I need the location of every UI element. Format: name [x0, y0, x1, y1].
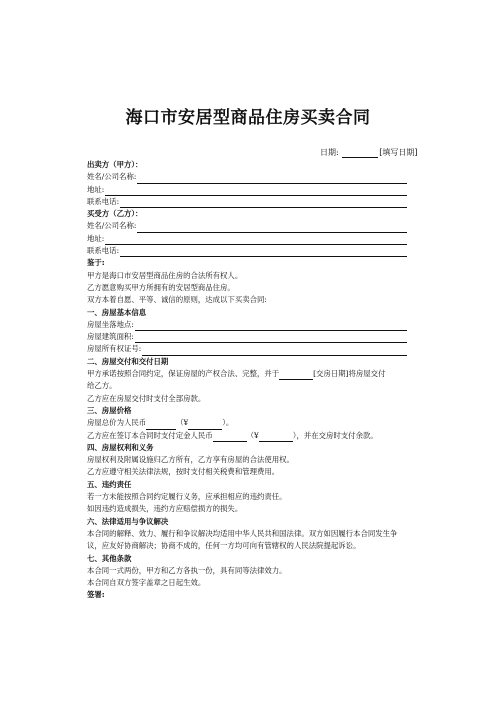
date-label: 日期: [320, 148, 339, 157]
document-title: 海口市安居型商品住房买卖合同 [125, 108, 371, 128]
date-placeholder: [填写日期] [379, 148, 418, 157]
seller-phone-label: 联系电话: [87, 196, 120, 206]
cert-blank [142, 347, 407, 356]
section-3-heading: 三、房屋价格 [87, 405, 132, 415]
location-blank [135, 322, 407, 331]
cert-label: 房屋所有权证号: [87, 344, 142, 354]
rights-paragraph: 房屋权利及附属设施归乙方所有，乙方享有房屋的合法使用权。 [87, 455, 294, 465]
deposit-line [87, 430, 407, 442]
deposit-close: ），并在交房时支付余款。 [292, 430, 378, 440]
delivery-text: 甲方承诺按照合同约定，保证房屋的产权合法、完整，并于 [87, 369, 280, 379]
delivery-date-blank [279, 371, 313, 380]
total-price-number-blank [188, 421, 222, 430]
whereas-heading: 鉴于: [87, 258, 105, 268]
seller-address-blank [105, 187, 407, 196]
deposit-blank [213, 433, 247, 442]
cert-field [87, 343, 407, 355]
location-field [87, 319, 407, 331]
buyer-name-blank [137, 224, 407, 233]
breach-paragraph: 若一方未能按照合同约定履行义务，应承担相应的违约责任。 [87, 492, 287, 502]
section-2-heading: 二、房屋交付和交付日期 [87, 356, 169, 366]
signature-heading: 签署: [87, 590, 105, 600]
date-blank [342, 148, 378, 158]
seller-phone-blank [120, 199, 407, 208]
seller-name-field [87, 171, 407, 183]
buyer-address-blank [105, 236, 407, 245]
buyer-name-field [87, 220, 407, 232]
location-label: 房屋坐落地点: [87, 319, 134, 329]
buyer-heading: 买受方（乙方）： [87, 209, 143, 219]
copies-paragraph: 本合同一式两份，甲方和乙方各执一份，具有同等法律效力。 [87, 565, 287, 575]
payment-on-delivery: 乙方应在房屋交付时支付全部房款。 [87, 393, 206, 403]
area-field [87, 331, 407, 343]
section-1-heading: 一、房屋基本信息 [87, 307, 147, 317]
delivery-paragraph [87, 368, 407, 380]
deposit-yen: （¥ [246, 430, 259, 440]
compensation-paragraph: 如因违约造成损失，违约方应赔偿损方的损失。 [87, 504, 243, 514]
law-paragraph: 本合同的解释、效力、履行和争议解决均适用中华人民共和国法律。双方如因履行本合同发生争议，应友好协商解决；协商不成的，任何一方均可向有管辖权的人民法院提起诉讼。 [87, 528, 398, 551]
buyer-phone-label: 联系电话: [87, 246, 120, 256]
total-price-close: ）。 [222, 418, 234, 428]
whereas-line: 双方本着自愿、平等、诚信的原则，达成以下买卖合同: [87, 295, 267, 305]
date-line [320, 147, 418, 158]
whereas-line: 乙方愿意购买甲方所拥有的安居型商品住房。 [87, 282, 235, 292]
effective-paragraph: 本合同自双方签字盖章之日起生效。 [87, 578, 206, 588]
area-label: 房屋建筑面积: [87, 332, 134, 342]
total-price-blank [146, 421, 176, 430]
area-blank [135, 334, 407, 343]
section-6-heading: 六、法律适用与争议解决 [87, 516, 169, 526]
seller-address-label: 地址: [87, 184, 105, 194]
deposit-label: 乙方应在签订本合同时支付定金人民币 [87, 430, 213, 440]
delivery-date-placeholder: [交房日期]将房屋交付 [313, 369, 386, 379]
seller-heading: 出卖方（甲方）： [87, 160, 143, 169]
total-price-yen: （¥ [176, 418, 189, 428]
delivery-paragraph-cont: 给乙方。 [87, 381, 117, 391]
section-7-heading: 七、其他条款 [87, 553, 132, 563]
total-price-label: 房屋总价为人民币 [87, 418, 147, 428]
obligations-paragraph: 乙方应遵守相关法律法规，按时支付相关税费和管理费用。 [87, 467, 280, 477]
total-price-line [87, 417, 407, 429]
section-5-heading: 五、违约责任 [87, 479, 132, 489]
seller-address-field [87, 184, 407, 196]
buyer-phone-field [87, 245, 407, 257]
buyer-address-field [87, 233, 407, 245]
deposit-number-blank [259, 433, 293, 442]
buyer-name-label: 姓名/公司名称: [87, 221, 137, 231]
buyer-phone-blank [120, 248, 407, 257]
seller-name-blank [137, 175, 407, 184]
seller-phone-field [87, 196, 407, 208]
buyer-address-label: 地址: [87, 233, 105, 243]
whereas-line: 甲方是海口市安居型商品住房的合法所有权人。 [87, 270, 243, 280]
section-4-heading: 四、房屋权利和义务 [87, 442, 154, 452]
contract-body [87, 159, 407, 602]
seller-name-label: 姓名/公司名称: [87, 172, 137, 182]
